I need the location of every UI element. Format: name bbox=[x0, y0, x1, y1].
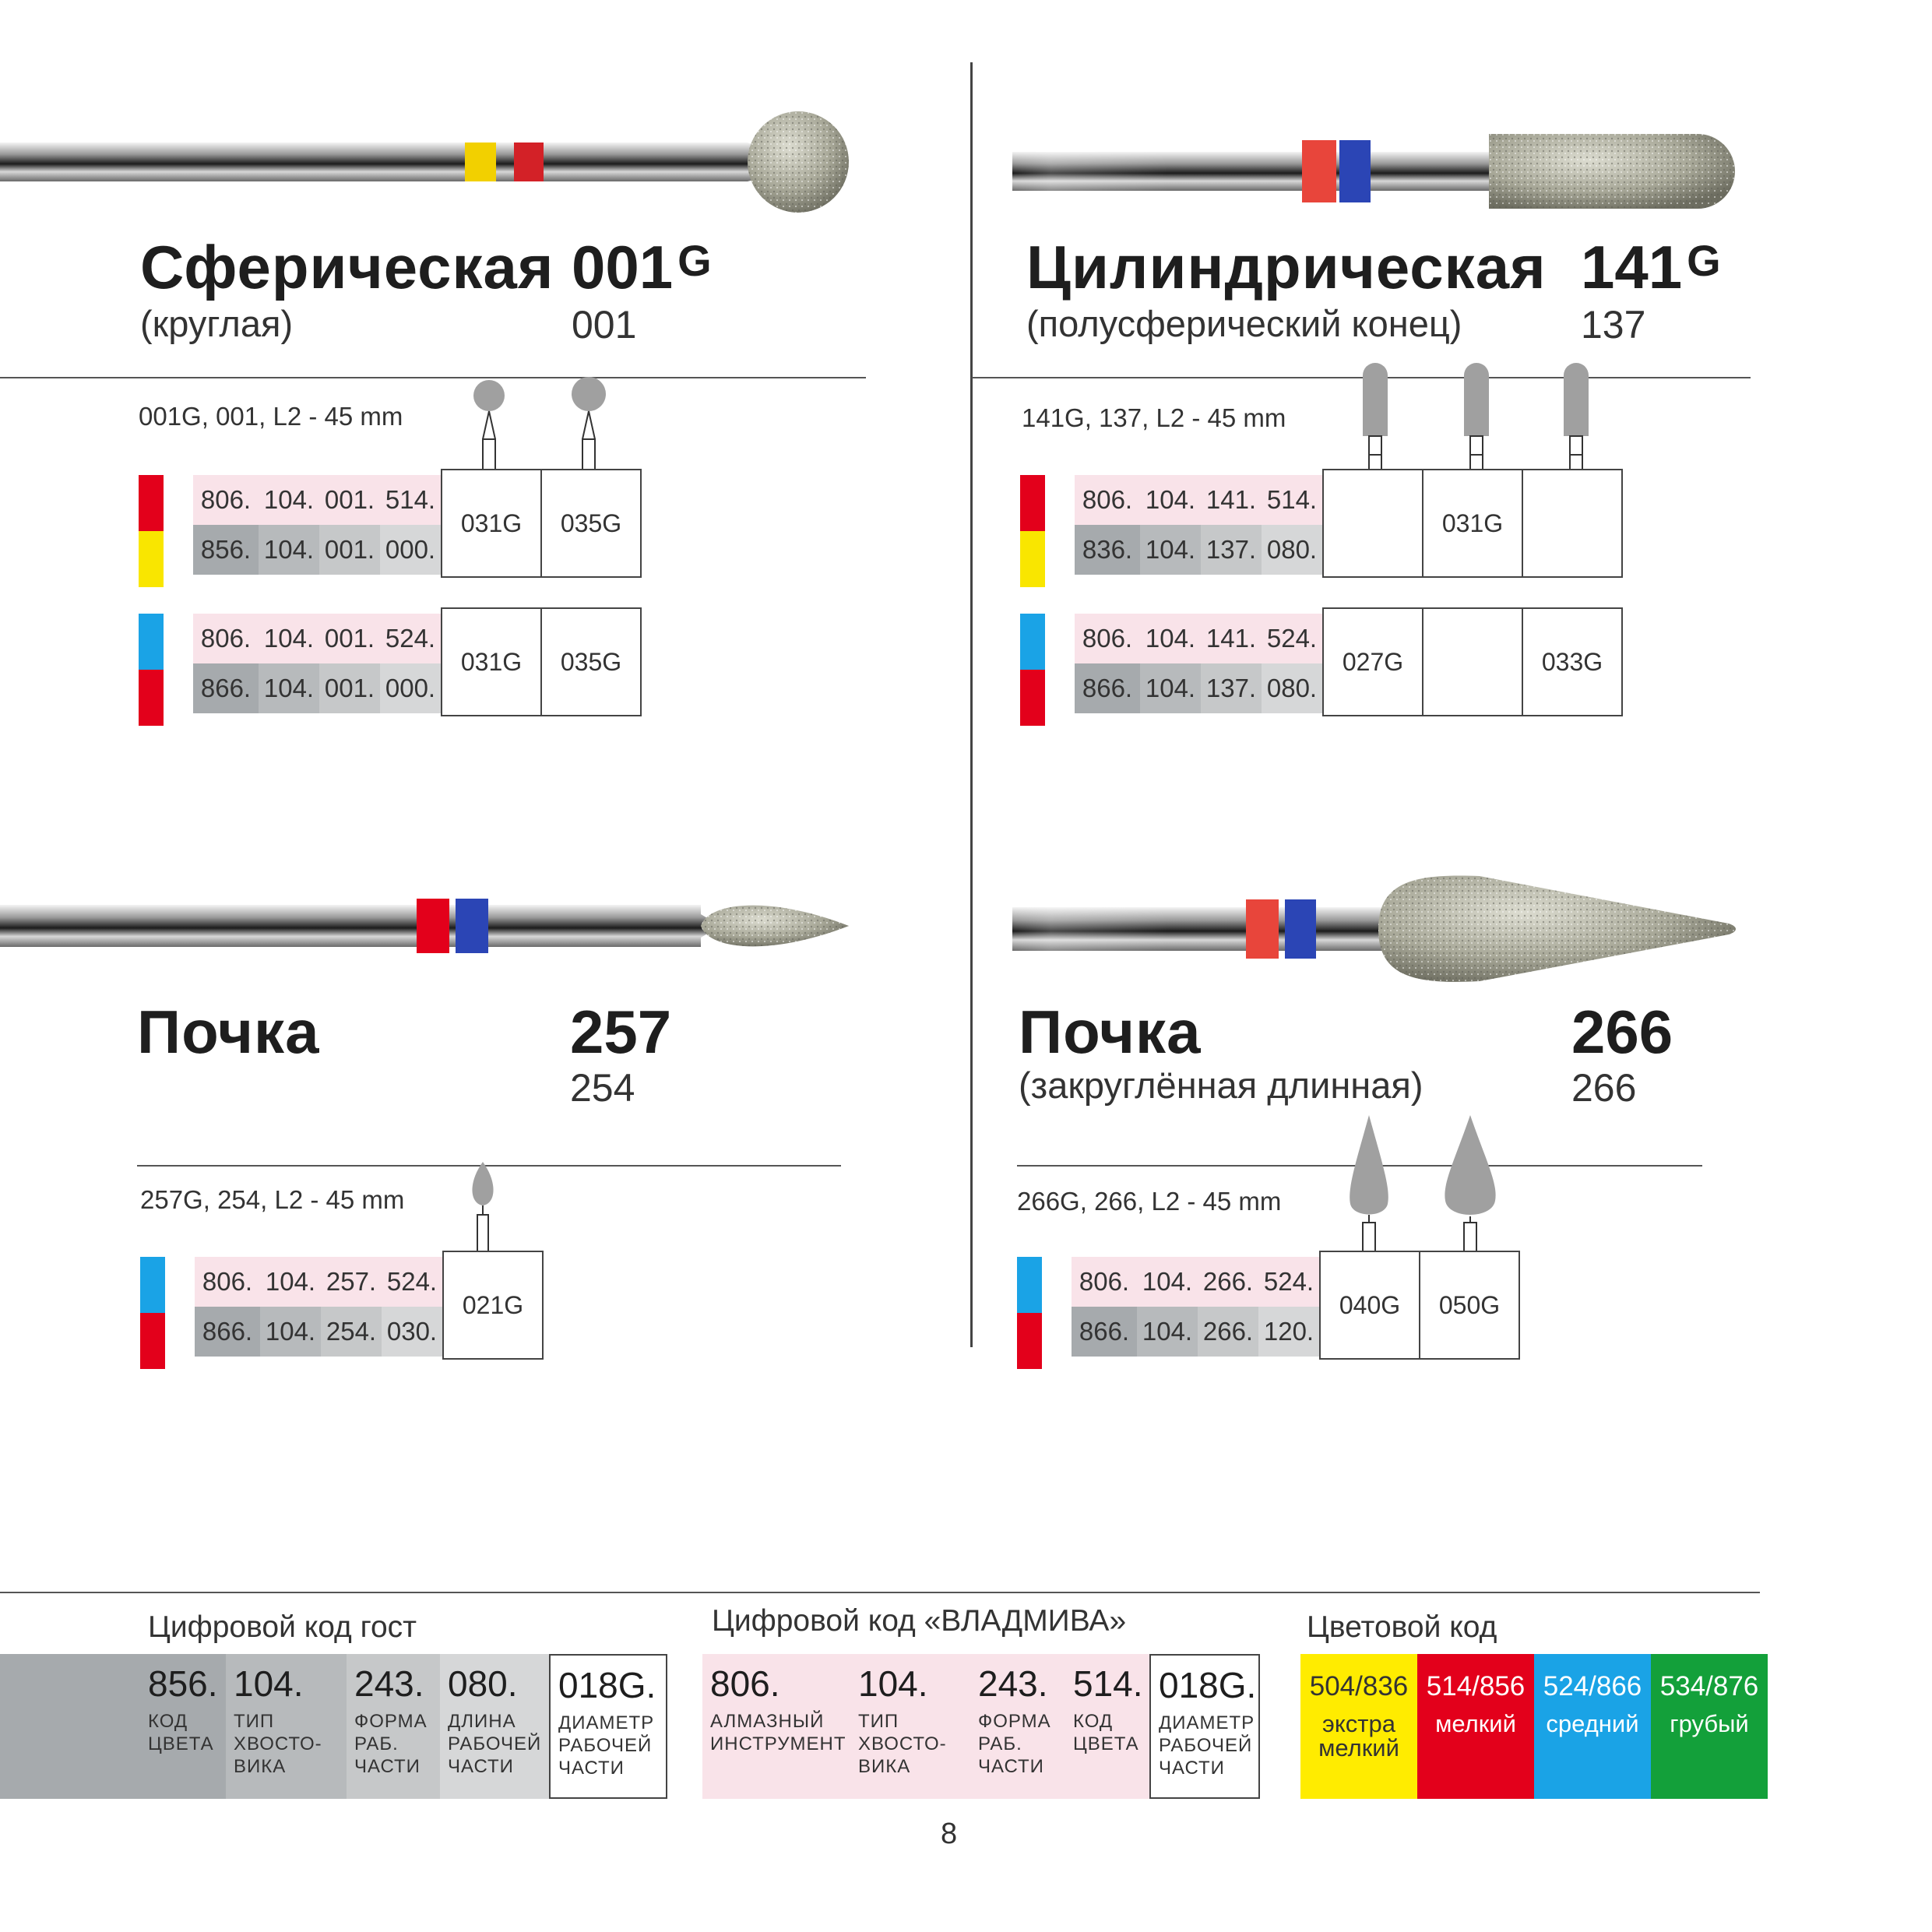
page-number: 8 bbox=[941, 1818, 958, 1850]
color-marker bbox=[140, 1313, 165, 1369]
gost-code-cell: 030. bbox=[382, 1307, 442, 1357]
catalog-code-cell: 806. bbox=[193, 614, 259, 663]
catalog-code-cell: 001. bbox=[319, 614, 380, 663]
color-marker bbox=[1017, 1257, 1042, 1313]
color-marker bbox=[140, 1257, 165, 1313]
legend-item: 806. АЛМАЗНЫЙ ИНСТРУМЕНТ bbox=[702, 1654, 850, 1799]
tool-subtitle: (полусферический конец) bbox=[1026, 303, 1462, 344]
catalog-code-cell: 141. bbox=[1201, 475, 1262, 525]
cylinder-033-icon bbox=[1561, 361, 1592, 477]
gost-code-cell: 866. bbox=[1072, 1307, 1137, 1357]
size-cell bbox=[1322, 469, 1423, 578]
gost-code-cell: 836. bbox=[1075, 525, 1140, 575]
gost-code-cell: 866. bbox=[193, 663, 259, 713]
legend-divider bbox=[0, 1592, 1760, 1593]
gost-code-cell: 104. bbox=[1140, 525, 1201, 575]
catalog-code-cell: 104. bbox=[1140, 614, 1201, 663]
tool-subtitle: (закруглённая длинная) bbox=[1019, 1065, 1423, 1106]
legend-item: 514. КОД ЦВЕТА bbox=[1065, 1654, 1149, 1799]
color-marker bbox=[139, 614, 164, 670]
gost-code-cell: 000. bbox=[380, 663, 441, 713]
color-marker bbox=[139, 475, 164, 531]
color-marker bbox=[139, 670, 164, 726]
color-code-item: 514/856 мелкий bbox=[1417, 1654, 1534, 1799]
tool-subtitle: (круглая) bbox=[140, 303, 294, 344]
catalog-code-cell: 806. bbox=[1075, 475, 1140, 525]
catalog-code-cell: 104. bbox=[1137, 1257, 1198, 1307]
catalog-code-cell: 524. bbox=[382, 1257, 442, 1307]
long-bud-050-icon bbox=[1442, 1114, 1498, 1258]
gost-code-cell: 001. bbox=[319, 525, 380, 575]
catalog-code-cell: 524. bbox=[1258, 1257, 1319, 1307]
size-cell: 031G bbox=[441, 469, 542, 578]
gost-code-cell: 104. bbox=[1140, 663, 1201, 713]
long-bud-bur-image bbox=[1012, 864, 1760, 997]
tool-alt-code: 254 bbox=[570, 1066, 635, 1110]
legend-item: 243. ФОРМА РАБ. ЧАСТИ bbox=[347, 1654, 440, 1799]
center-divider bbox=[970, 62, 973, 1347]
tool-title: Сферическая bbox=[140, 233, 554, 301]
legend-item: 243. ФОРМА РАБ. ЧАСТИ bbox=[970, 1654, 1065, 1799]
legend-item: 104. ТИП ХВОСТО-ВИКА bbox=[226, 1654, 347, 1799]
cylinder-031-icon bbox=[1461, 361, 1492, 477]
tool-title: Цилиндрическая bbox=[1026, 233, 1547, 301]
color-code-item: 504/836 экстра мелкий bbox=[1300, 1654, 1417, 1799]
size-cell: 035G bbox=[540, 607, 642, 716]
catalog-code-cell: 514. bbox=[1262, 475, 1322, 525]
gost-code-cell: 080. bbox=[1262, 525, 1322, 575]
catalog-code-cell: 104. bbox=[260, 1257, 321, 1307]
gost-code-cell: 120. bbox=[1258, 1307, 1319, 1357]
legend-item: 018G. ДИАМЕТР РАБОЧЕЙ ЧАСТИ bbox=[1149, 1654, 1260, 1799]
color-marker bbox=[1020, 531, 1045, 587]
bud-021-icon bbox=[467, 1160, 498, 1258]
catalog-code-cell: 806. bbox=[193, 475, 259, 525]
gost-code-cell: 254. bbox=[321, 1307, 382, 1357]
tool-code: 257 bbox=[570, 998, 672, 1066]
tool-title: Почка bbox=[137, 998, 320, 1066]
legend-heading: Цветовой код bbox=[1307, 1610, 1497, 1644]
tool-alt-code: 001 bbox=[572, 303, 637, 347]
size-cell: 021G bbox=[442, 1251, 544, 1360]
gost-code-cell: 137. bbox=[1201, 663, 1262, 713]
gost-code-cell: 001. bbox=[319, 663, 380, 713]
tool-code: 141 $^G$ bbox=[1581, 233, 1721, 301]
catalog-code-cell: 104. bbox=[259, 475, 319, 525]
gost-code-cell: 104. bbox=[1137, 1307, 1198, 1357]
tool-alt-code: 266 bbox=[1571, 1066, 1637, 1110]
size-cell: 033G bbox=[1522, 607, 1623, 716]
catalog-code-cell: 257. bbox=[321, 1257, 382, 1307]
color-code-item: 524/866 средний bbox=[1534, 1654, 1651, 1799]
tool-title: Почка bbox=[1019, 998, 1202, 1066]
size-cell bbox=[1422, 607, 1523, 716]
tool-spec: 266G, 266, L2 - 45 mm bbox=[1017, 1187, 1282, 1216]
gost-code-cell: 104. bbox=[260, 1307, 321, 1357]
tool-spec: 001G, 001, L2 - 45 mm bbox=[139, 402, 403, 431]
gost-code-cell: 000. bbox=[380, 525, 441, 575]
catalog-code-cell: 141. bbox=[1201, 614, 1262, 663]
gost-code-cell: 866. bbox=[1075, 663, 1140, 713]
tool-code: 001 $^G$ bbox=[572, 233, 712, 301]
gost-code-cell: 266. bbox=[1198, 1307, 1258, 1357]
size-cell: 031G bbox=[1422, 469, 1523, 578]
catalog-code-cell: 806. bbox=[1072, 1257, 1137, 1307]
catalog-code-cell: 514. bbox=[380, 475, 441, 525]
tool-spec: 257G, 254, L2 - 45 mm bbox=[140, 1185, 405, 1214]
gost-code-cell: 080. bbox=[1262, 663, 1322, 713]
color-marker bbox=[1020, 475, 1045, 531]
catalog-code-cell: 266. bbox=[1198, 1257, 1258, 1307]
size-cell: 050G bbox=[1419, 1251, 1520, 1360]
spherical-bur-image bbox=[0, 109, 872, 234]
catalog-code-cell: 104. bbox=[1140, 475, 1201, 525]
sphere-031-icon bbox=[472, 377, 506, 477]
tool-alt-code: 137 bbox=[1581, 303, 1646, 347]
sphere-035-icon bbox=[572, 377, 606, 477]
tool-spec: 141G, 137, L2 - 45 mm bbox=[1022, 403, 1286, 432]
divider-tool-1 bbox=[0, 377, 866, 378]
color-marker bbox=[139, 531, 164, 587]
color-marker bbox=[1017, 1313, 1042, 1369]
color-marker bbox=[1020, 614, 1045, 670]
gost-code-cell: 104. bbox=[259, 525, 319, 575]
catalog-code-cell: 524. bbox=[380, 614, 441, 663]
legend-item: 018G. ДИАМЕТР РАБОЧЕЙ ЧАСТИ bbox=[549, 1654, 667, 1799]
size-cell: 035G bbox=[540, 469, 642, 578]
catalog-code-cell: 806. bbox=[1075, 614, 1140, 663]
legend-item: 104. ТИП ХВОСТО-ВИКА bbox=[850, 1654, 970, 1799]
catalog-code-cell: 001. bbox=[319, 475, 380, 525]
catalog-code-cell: 806. bbox=[195, 1257, 260, 1307]
legend-heading: Цифровой код «ВЛАДМИВА» bbox=[712, 1604, 1127, 1638]
color-code-item: 534/876 грубый bbox=[1651, 1654, 1768, 1799]
size-cell: 040G bbox=[1319, 1251, 1420, 1360]
legend-item: 080. ДЛИНА РАБОЧЕЙ ЧАСТИ bbox=[440, 1654, 549, 1799]
color-marker bbox=[1020, 670, 1045, 726]
gost-code-cell: 856. bbox=[193, 525, 259, 575]
cylindrical-bur-image bbox=[1012, 125, 1760, 226]
catalog-code-cell: 524. bbox=[1262, 614, 1322, 663]
catalog-code-cell: 104. bbox=[259, 614, 319, 663]
bud-bur-image bbox=[0, 888, 864, 973]
legend-heading: Цифровой код гост bbox=[148, 1610, 417, 1644]
tool-code: 266 bbox=[1571, 998, 1673, 1066]
legend-item: 856. КОД ЦВЕТА bbox=[140, 1654, 226, 1799]
size-cell: 031G bbox=[441, 607, 542, 716]
gost-code-cell: 137. bbox=[1201, 525, 1262, 575]
gost-code-cell: 104. bbox=[259, 663, 319, 713]
size-cell bbox=[1522, 469, 1623, 578]
long-bud-040-icon bbox=[1347, 1114, 1391, 1258]
size-cell: 027G bbox=[1322, 607, 1423, 716]
cylinder-027-icon bbox=[1360, 361, 1391, 477]
gost-code-cell: 866. bbox=[195, 1307, 260, 1357]
